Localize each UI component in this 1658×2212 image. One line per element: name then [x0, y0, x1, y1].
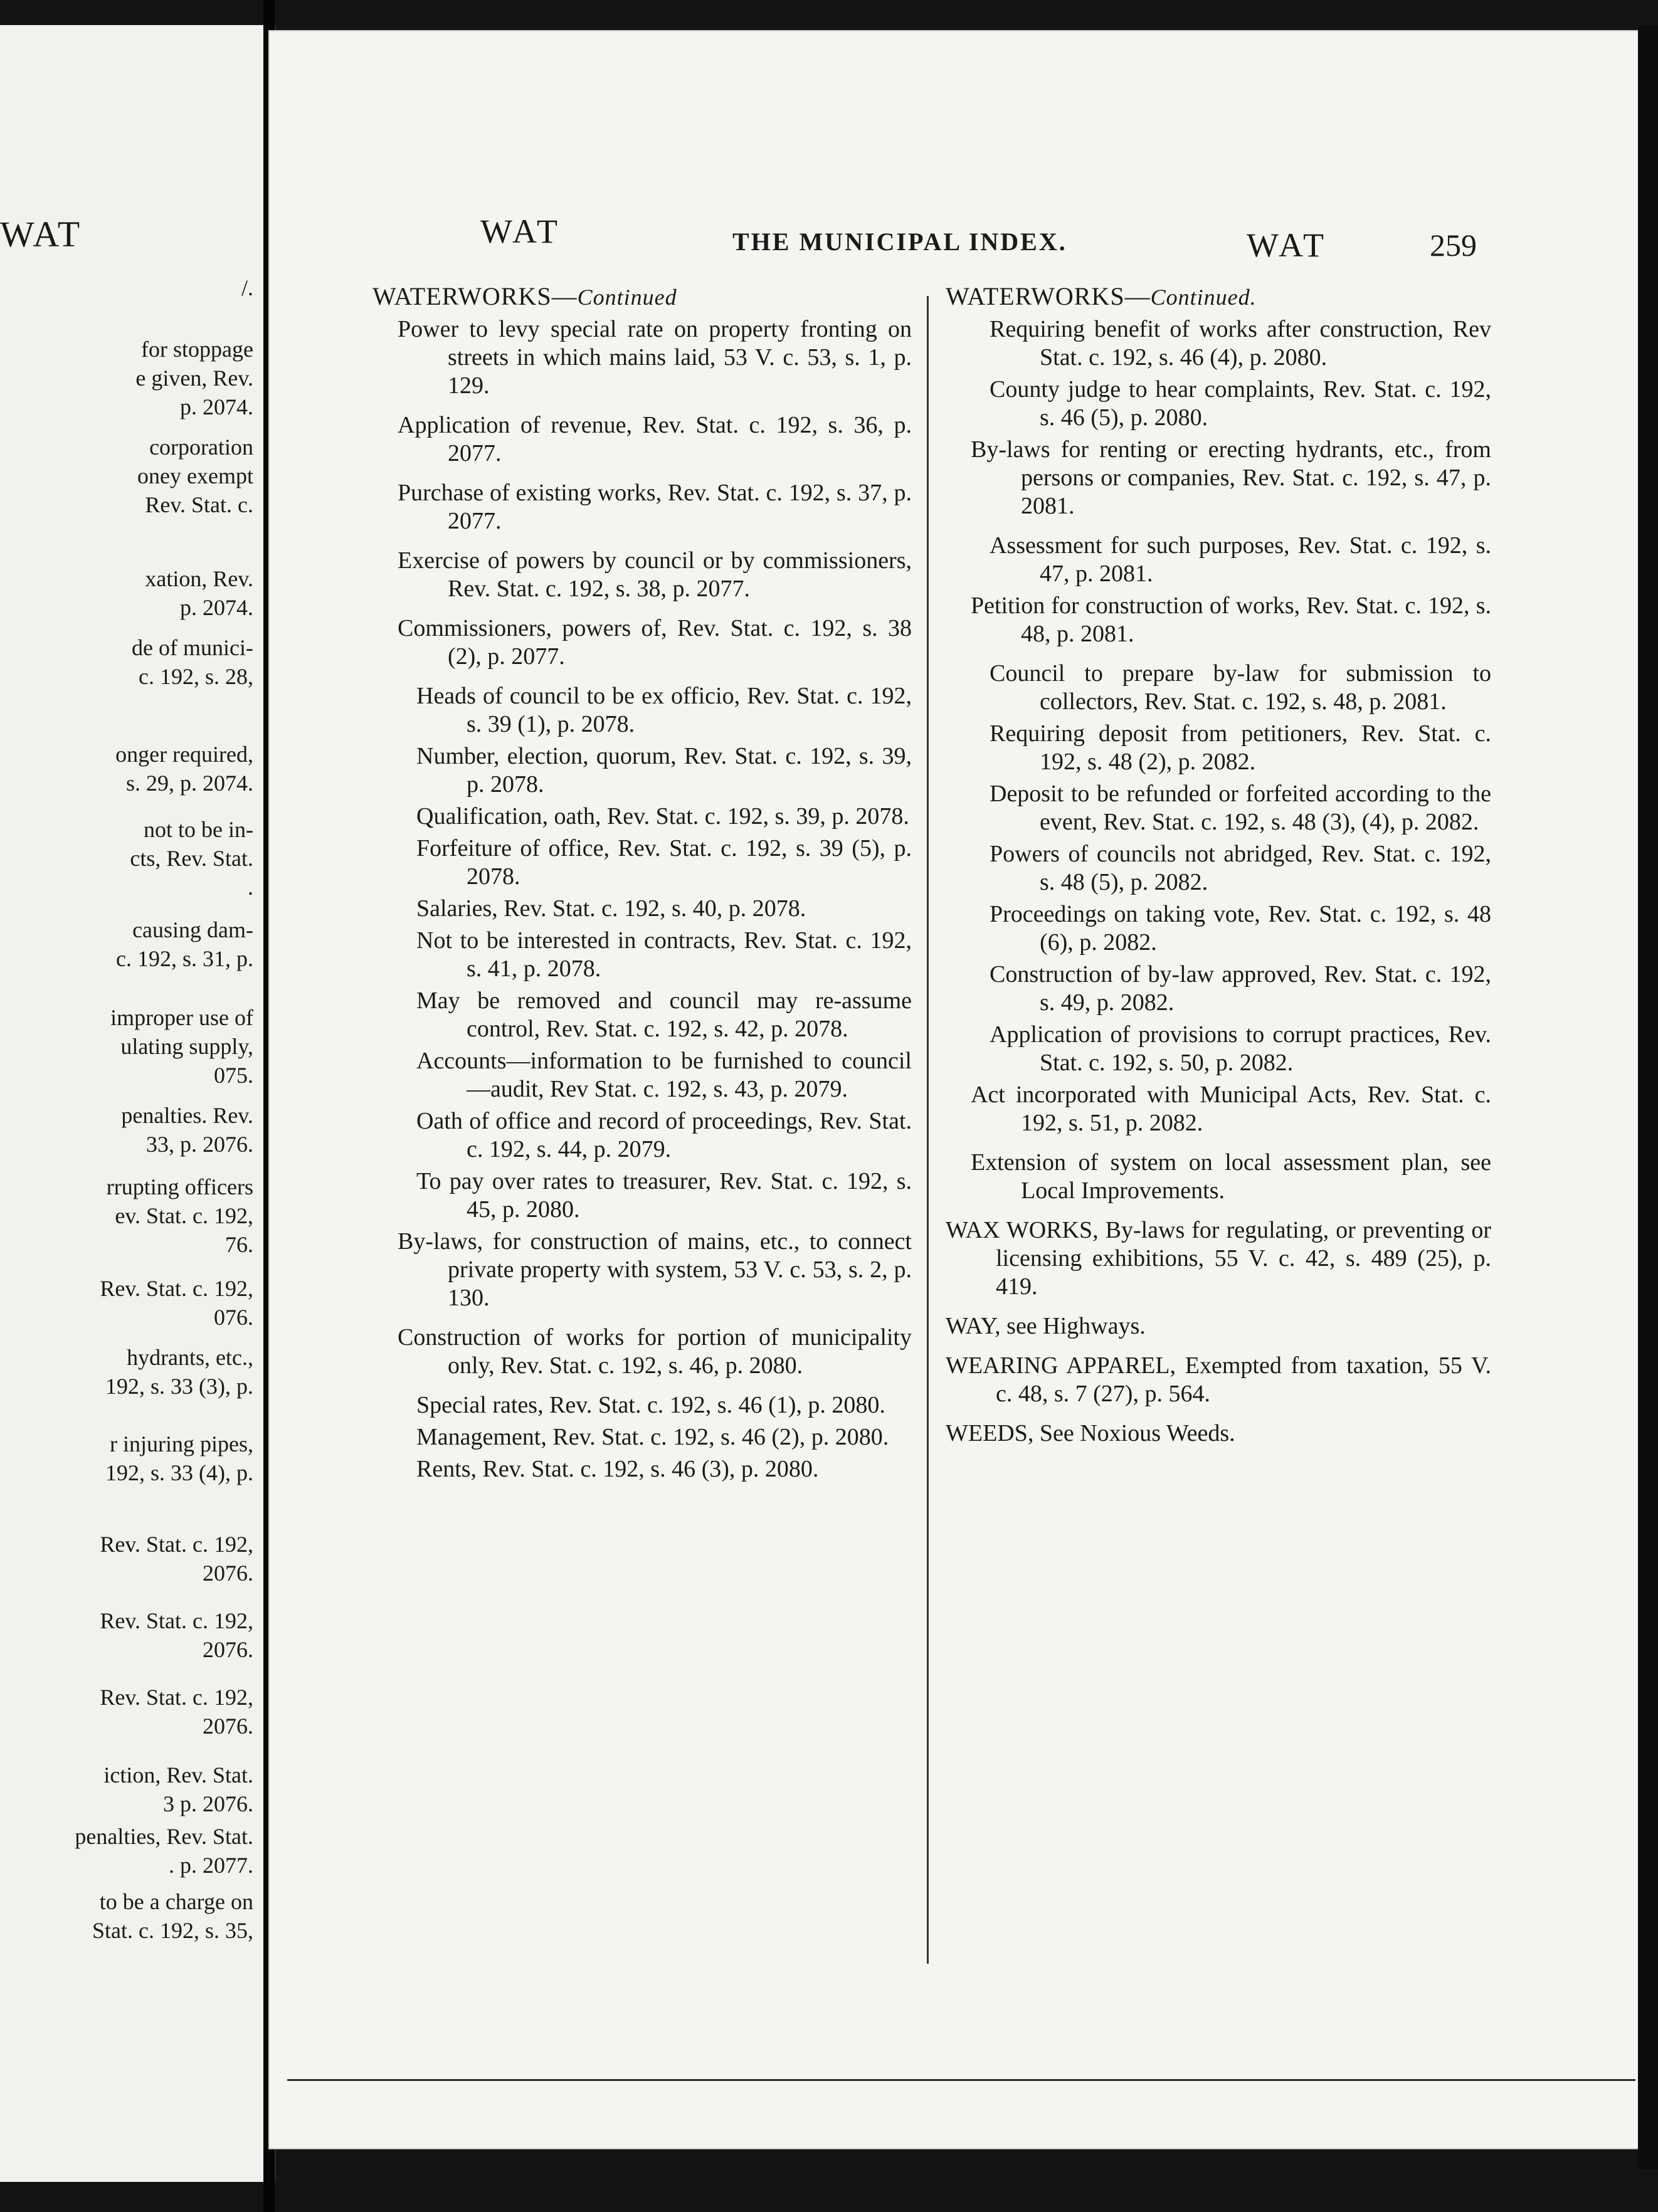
previous-page-line: 192, s. 33 (3), p.: [105, 1374, 253, 1399]
index-entry: Number, election, quorum, Rev. Stat. c. 192, s. 39, p. 2078.: [416, 743, 912, 798]
previous-page-line: e given, Rev.: [135, 366, 253, 391]
previous-page-line: corporation: [149, 434, 253, 460]
index-entry: By-laws for renting or erecting hydrants, etc., from persons or companies, Rev. Stat. c. 192, s. 47, p. 2081.: [971, 436, 1491, 519]
previous-page-line: 33, p. 2076.: [146, 1132, 253, 1157]
right-column-heading: WATERWORKS—Continued.: [946, 282, 1257, 310]
previous-page-line: ulating supply,: [120, 1034, 253, 1059]
previous-page-line: cts, Rev. Stat.: [130, 846, 253, 871]
left-column-heading: WATERWORKS—Continued: [372, 282, 677, 310]
index-entry: Construction of by-law approved, Rev. Stat. c. 192, s. 49, p. 2082.: [990, 961, 1491, 1016]
index-entry: Salaries, Rev. Stat. c. 192, s. 40, p. 2078.: [416, 895, 806, 922]
index-entry: Extension of system on local assessment plan, see Local Improvements.: [971, 1149, 1491, 1204]
index-entry: Qualification, oath, Rev. Stat. c. 192, s. 39, p. 2078.: [416, 803, 909, 830]
previous-page-line: . p. 2077.: [169, 1853, 253, 1878]
previous-page-line: 076.: [214, 1305, 253, 1330]
previous-page-line: 3 p. 2076.: [163, 1791, 253, 1816]
previous-page-line: de of munici-: [132, 635, 253, 660]
previous-page-header: WAT: [0, 214, 83, 255]
index-entry: Petition for construction of works, Rev. Stat. c. 192, s. 48, p. 2081.: [971, 592, 1491, 647]
previous-page-line: Rev. Stat. c.: [145, 492, 253, 517]
index-entry: Deposit to be refunded or forfeited according to the event, Rev. Stat. c. 192, s. 48 (3), (4), p. 2082.: [990, 781, 1491, 835]
index-entry: Special rates, Rev. Stat. c. 192, s. 46 (1), p. 2080.: [416, 1392, 885, 1418]
index-entry: WAY, see Highways.: [946, 1313, 1146, 1339]
index-entry: By-laws, for construction of mains, etc., to connect private property with system, 53 V. c. 53, s. 2, p. 130.: [398, 1228, 912, 1311]
index-entry: Power to levy special rate on property fronting on streets in which mains laid, 53 V. c. 53, s. 1, p. 129.: [398, 316, 912, 399]
index-entry: WEARING APPAREL, Exempted from taxation, 55 V. c. 48, s. 7 (27), p. 564.: [946, 1352, 1491, 1407]
previous-page-line: 2076.: [203, 1637, 253, 1662]
left-column: [372, 281, 912, 1487]
previous-page-line: r injuring pipes,: [110, 1431, 253, 1456]
index-entry: Powers of councils not abridged, Rev. Stat. c. 192, s. 48 (5), p. 2082.: [990, 841, 1491, 895]
right-column-entries: [946, 315, 1491, 1448]
page-bottom-rule: [287, 2079, 1635, 2081]
index-entry: WEEDS, See Noxious Weeds.: [946, 1420, 1235, 1446]
index-entry: Requiring deposit from petitioners, Rev. Stat. c. 192, s. 48 (2), p. 2082.: [990, 720, 1491, 775]
index-entry: Act incorporated with Municipal Acts, Rev. Stat. c. 192, s. 51, p. 2082.: [971, 1082, 1491, 1136]
page-number: 259: [1430, 228, 1477, 263]
previous-page-line: improper use of: [110, 1005, 253, 1030]
index-entry: Council to prepare by-law for submission to collectors, Rev. Stat. c. 192, s. 48, p. 2081.: [990, 660, 1491, 715]
index-entry: Heads of council to be ex officio, Rev. Stat. c. 192, s. 39 (1), p. 2078.: [416, 683, 912, 737]
index-entry: Assessment for such purposes, Rev. Stat. c. 192, s. 47, p. 2081.: [990, 532, 1491, 587]
previous-page-line: hydrants, etc.,: [127, 1345, 253, 1370]
previous-page-line: ev. Stat. c. 192,: [115, 1203, 253, 1228]
right-column: [946, 281, 1491, 1459]
previous-page-line: rrupting officers: [106, 1174, 253, 1199]
index-entry: Construction of works for portion of municipality only, Rev. Stat. c. 192, s. 46, p. 2080.: [398, 1324, 912, 1379]
previous-page-line: penalties. Rev.: [121, 1103, 253, 1128]
running-header: [268, 212, 1639, 262]
previous-page-line: .: [248, 875, 253, 900]
index-entry: Commissioners, powers of, Rev. Stat. c. 192, s. 38 (2), p. 2077.: [398, 615, 912, 670]
index-entry: Oath of office and record of proceedings, Rev. Stat. c. 192, s. 44, p. 2079.: [416, 1108, 912, 1162]
previous-page-line: causing dam-: [132, 917, 253, 942]
index-entry: Accounts—information to be furnished to council—audit, Rev Stat. c. 192, s. 43, p. 2079.: [416, 1048, 912, 1102]
column-divider: [927, 296, 929, 1964]
header-title: THE MUNICIPAL INDEX.: [732, 228, 1067, 256]
index-entry: Application of provisions to corrupt practices, Rev. Stat. c. 192, s. 50, p. 2082.: [990, 1021, 1491, 1076]
previous-page-line: Rev. Stat. c. 192,: [100, 1608, 253, 1633]
previous-page-line: Rev. Stat. c. 192,: [100, 1276, 253, 1301]
previous-page-line: to be a charge on: [99, 1889, 253, 1914]
index-entry: Not to be interested in contracts, Rev. Stat. c. 192, s. 41, p. 2078.: [416, 927, 912, 982]
previous-page-line: Stat. c. 192, s. 35,: [92, 1918, 253, 1943]
previous-page-line: s. 29, p. 2074.: [125, 771, 253, 796]
previous-page-line: c. 192, s. 28,: [139, 664, 253, 689]
previous-page-line: /.: [241, 275, 253, 300]
previous-page-line: p. 2074.: [180, 394, 253, 419]
previous-page-line: Rev. Stat. c. 192,: [100, 1532, 253, 1557]
index-entry: Exercise of powers by council or by commissioners, Rev. Stat. c. 192, s. 38, p. 2077.: [398, 547, 912, 602]
previous-page-line: 2076.: [203, 1714, 253, 1739]
previous-page-line: p. 2074.: [180, 595, 253, 620]
index-entry: Application of revenue, Rev. Stat. c. 192, s. 36, p. 2077.: [398, 412, 912, 466]
previous-page-line: Rev. Stat. c. 192,: [100, 1685, 253, 1710]
previous-page-line: for stoppage: [141, 337, 253, 362]
index-entry: To pay over rates to treasurer, Rev. Stat. c. 192, s. 45, p. 2080.: [416, 1168, 912, 1223]
previous-page-line: oney exempt: [137, 463, 253, 488]
previous-page-line: 76.: [225, 1232, 253, 1257]
index-entry: Forfeiture of office, Rev. Stat. c. 192, s. 39 (5), p. 2078.: [416, 835, 912, 890]
previous-page-line: penalties, Rev. Stat.: [75, 1824, 253, 1849]
index-entry: May be removed and council may re-assume control, Rev. Stat. c. 192, s. 42, p. 2078.: [416, 988, 912, 1042]
index-entry: County judge to hear complaints, Rev. Stat. c. 192, s. 46 (5), p. 2080.: [990, 376, 1491, 431]
previous-page-line: onger required,: [115, 742, 253, 767]
previous-page-line: 075.: [214, 1063, 253, 1088]
previous-page-fragment: [0, 25, 276, 2182]
page-edge-shadow: [1638, 25, 1658, 2169]
index-entry: Requiring benefit of works after construction, Rev Stat. c. 192, s. 46 (4), p. 2080.: [990, 316, 1491, 371]
previous-page-line: not to be in-: [144, 817, 253, 842]
left-column-entries: [372, 315, 912, 1483]
header-left-guide-word: WAT: [480, 213, 561, 250]
index-entry: Rents, Rev. Stat. c. 192, s. 46 (3), p. 2080.: [416, 1456, 819, 1482]
index-entry: Purchase of existing works, Rev. Stat. c. 192, s. 37, p. 2077.: [398, 480, 912, 534]
index-entry: WAX WORKS, By-laws for regulating, or preventing or licensing exhibitions, 55 V. c. 42, s. 489 (25), p. 419.: [946, 1217, 1491, 1300]
previous-page-line: c. 192, s. 31, p.: [116, 946, 253, 971]
previous-page-line: 192, s. 33 (4), p.: [105, 1460, 253, 1485]
index-entry: Proceedings on taking vote, Rev. Stat. c. 192, s. 48 (6), p. 2082.: [990, 901, 1491, 956]
previous-page-line: iction, Rev. Stat.: [103, 1762, 253, 1788]
header-right-guide-word: WAT: [1247, 226, 1328, 264]
index-page: [268, 30, 1639, 2149]
previous-page-line: 2076.: [203, 1561, 253, 1586]
previous-page-line: xation, Rev.: [145, 566, 253, 591]
index-entry: Management, Rev. Stat. c. 192, s. 46 (2), p. 2080.: [416, 1424, 889, 1450]
